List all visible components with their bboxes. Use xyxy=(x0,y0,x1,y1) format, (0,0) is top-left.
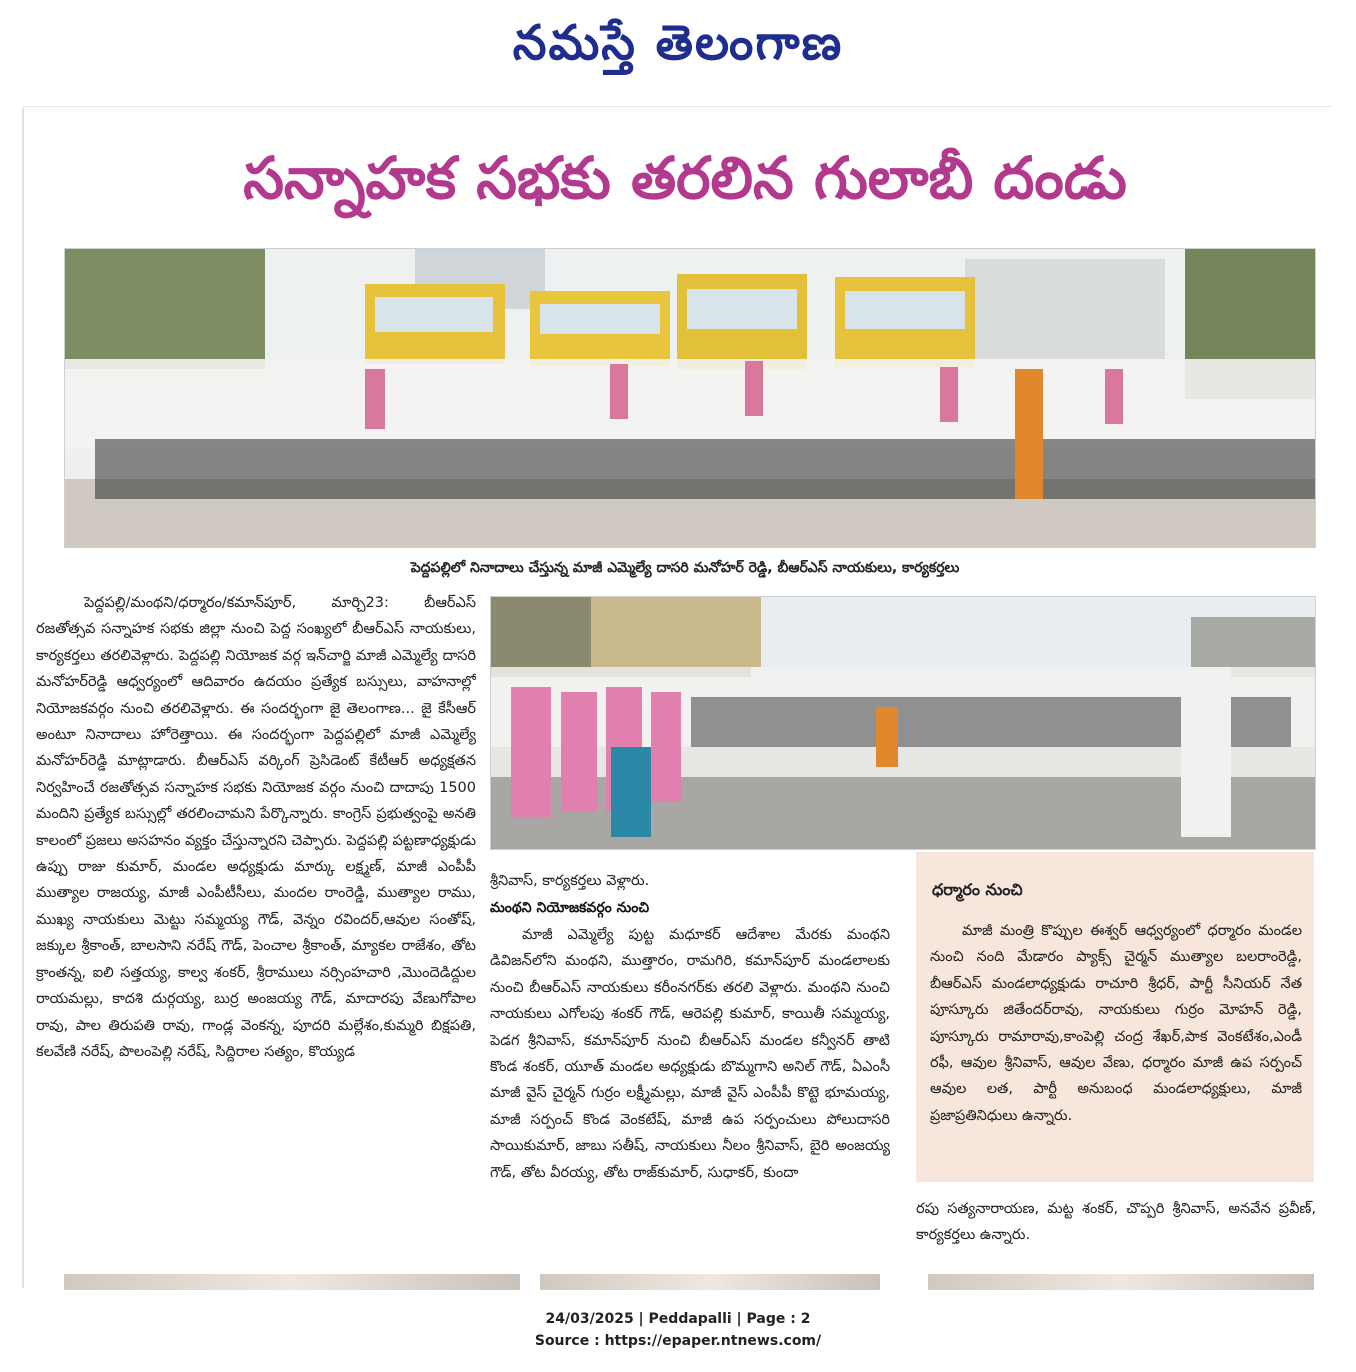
bottom-photo-strip-3 xyxy=(928,1274,1314,1290)
article-column-2: మాజీ ఎమ్మెల్యే పుట్ట మధూకర్ ఆదేశాల మేరకు మంథని డివిజన్‌లోని మంథని, ముత్తారం, రామగిరి, కమాన్‌పూర్ మండలాలకు నుంచి బీఆర్ఎస్ నాయకులు కరీంనగర్‌కు తరలి వెళ్లారు. మంథని నుంచి నాయకులు ఎగోలపు శంకర్ గౌడ్, ఆరెపల్లి కుమార్, కాయితీ సమ్మయ్య, పెడగ శ్రీనివాస్, కమాన్‌పూర్ నుంచి బీఆర్ఎస్ మండల కన్వీనర్ తాటి కొండ శంకర్, యూత్ మండల అధ్యక్షుడు బొమ్మగాని అనిల్ గౌడ్, ఏఎంసీ మాజీ వైస్ చైర్మన్ గుర్రం లక్ష్మీమల్లు, మాజీ వైస్ ఎంపీపీ కొట్టె భూమయ్య, మాజీ సర్పంచ్ కొండ వెంకటేష్, మాజీ ఉప సర్పంచులు పోలుదాసరి సాయికుమార్, జాబు సతీష్, నాయకులు నీలం శ్రీనివాస్, బైరి అంజయ్య గౌడ్, తోట వీరయ్య, తోట రాజ్‌కుమార్, సుధాకర్, కుందా xyxy=(490,927,890,1181)
bottom-photo-strip-1 xyxy=(64,1274,520,1290)
masthead-logo: నమస్తే తెలంగాణ xyxy=(512,15,844,71)
article-column-3-tail: రపు సత్యనారాయణ, మట్ట శంకర్, చొప్పరి శ్రీనివాస్, అనవేన ప్రవీణ్, కార్యకర్తలు ఉన్నారు. xyxy=(916,1201,1316,1244)
page-headline: సన్నాహక సభకు తరలిన గులాబీ దండు xyxy=(243,144,1127,212)
top-photo-caption: పెద్దపల్లిలో నినాదాలు చేస్తున్న మాజీ ఎమ్మెల్యే దాసరి మనోహర్ రెడ్డి, బీఆర్ఎస్ నాయకులు, కార్యకర్తలు xyxy=(410,560,960,576)
left-margin-rule xyxy=(22,108,24,1288)
article-column-2-lead: శ్రీనివాస్, కార్యకర్తలు వెళ్లారు. xyxy=(490,873,650,889)
footer-source-link[interactable]: Source : https://epaper.ntnews.com/ xyxy=(534,1333,822,1349)
page-footer xyxy=(0,1308,1356,1352)
header-divider xyxy=(22,106,1332,107)
top-rally-photo xyxy=(64,248,1316,548)
dharmaram-box-title: ధర్మారం నుంచి xyxy=(932,880,1023,899)
bottom-photo-strip-2 xyxy=(540,1274,880,1290)
article-column-1: పెద్దపల్లి/మంథని/ధర్మారం/కమాన్‌పూర్, మార్చి23: బీఆర్ఎస్ రజతోత్సవ సన్నాహక సభకు జిల్లా నుంచి పెద్ద సంఖ్యలో బీఆర్ఎస్ నాయకులు, కార్యకర్తలు తరలివెళ్లారు. పెద్దపల్లి నియోజక వర్గ ఇన్‌చార్జి మాజీ ఎమ్మెల్యే దాసరి మనోహర్‌రెడ్డి ఆధ్వర్యంలో ఆదివారం ఉదయం ప్రత్యేక బస్సులు, వాహనాల్లో నియోజకవర్గం నుంచి తరలివెళ్లారు. ఈ సందర్భంగా జై తెలంగాణ... జై కేసీఆర్ అంటూ నినాదాలు హోరెత్తాయి. ఈ సందర్భంగా పెద్దపల్లిలో మాజీ ఎమ్మెల్యే మనోహర్‌రెడ్డి మాట్లాడారు. బీఆర్ఎస్ వర్కింగ్ ప్రెసిడెంట్ కేటీఆర్ అధ్యక్షతన నిర్వహించే రజతోత్సవ సన్నాహక సభకు నియోజక వర్గం నుంచి దాదాపు 1500 మందిని ప్రత్యేక బస్సుల్లో తరలించామని పేర్కొన్నారు. కాంగ్రెస్ ప్రభుత్వంపై అనతి కాలంలో ప్రజలు అసహనం వ్యక్తం చేస్తున్నారని చెప్పారు. పెద్దపల్లి పట్టణాధ్యక్షుడు ఉప్పు రాజు కుమార్, మండల అధ్యక్షుడు మార్కు లక్ష్మణ్, మాజీ ఎంపీపీ ముత్యాల రాజయ్య, మాజీ ఎంపీటీసీలు, మందల రాంరెడ్డి, ముత్యాల రాము, ముఖ్య నాయకులు మెట్టు సమ్మయ్య గౌడ్, వెన్నం రవిందర్,ఆవుల సంతోష్, జక్కుల శ్రీకాంత్, బాలసాని నరేష్ గౌడ్, పెంచాల శ్రీకాంత్, మ్యాకల రాజేశం, తోట క్రాంతన్న, ఐలి సత్తయ్య, కాల్వ శంకర్, శ్రీరాములు నర్సింహచారి ,మొందెడిద్దుల రాయమల్లు, కాదశి దుర్గయ్య, బుర్ర అంజయ్య గౌడ్, మాదారపు వేణుగోపాల రావు, పాల తిరుపతి రావు, గాండ్ల వెంకన్న, పూదరి మల్లేశం,కుమ్మరి బిక్షపతి, కలవేణి నరేష్, పొలంపెల్లి నరేష్, సిద్దిరాల సత్యం, కొయ్యడ xyxy=(36,595,476,1060)
dharmaram-box-text: మాజీ మంత్రి కొప్పుల ఈశ్వర్ ఆధ్వర్యంలో ధర్మారం మండల నుంచి నంది మేడారం ప్యాక్స్ చైర్మన్ ముత్యాల బలరాంరెడ్డి, బీఆర్ఎస్ మండలాధ్యక్షుడు రాచూరి శ్రీధర్, పార్టీ సీనియర్ నేత పూస్కూరు జితేందర్‌రావు, నాయకులు గుర్రం మోహన్ రెడ్డి, పూస్కూరు రామారావు,కాంపెల్లి చంద్ర శేఖర్,పాక వెంకటేశం,ఎండీ రఫీ, ఆవుల శ్రీనివాస్, ఆవుల వేణు, ధర్మారం మాజీ ఉప సర్పంచ్ ఆవుల లత, పార్టీ అనుబంధ మండలాధ్యక్షులు, మాజీ ప్రజాప్రతినిధులు ఉన్నారు. xyxy=(930,923,1302,1124)
footer-date-line: 24/03/2025 | Peddapalli | Page : 2 xyxy=(545,1311,811,1327)
manthani-subheading: మంథని నియోజకవర్గం నుంచి xyxy=(490,900,650,916)
manthani-rally-photo xyxy=(490,596,1316,850)
